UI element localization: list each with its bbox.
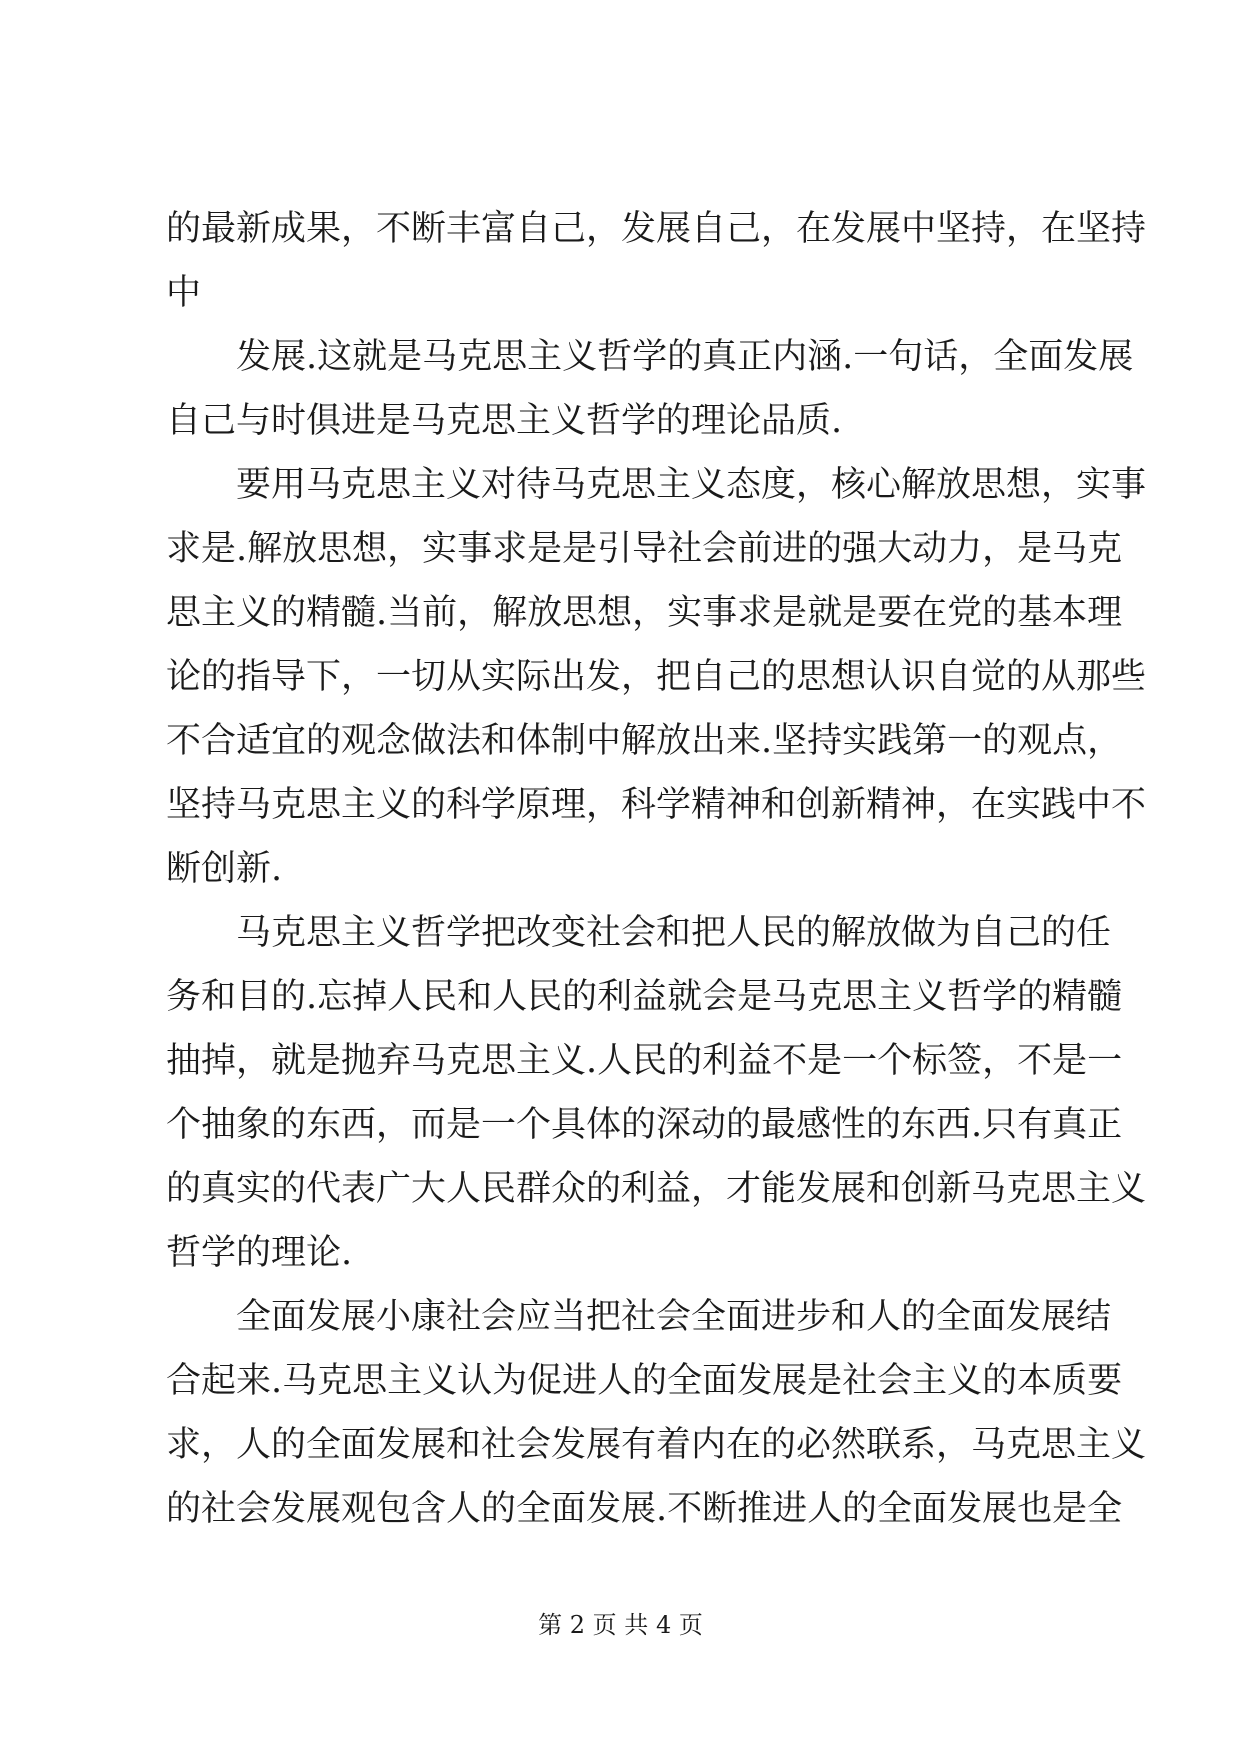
text-line: 务和目的.忘掉人民和人民的利益就会是马克思主义哲学的精髓 (166, 977, 1123, 1017)
text-line: 要用马克思主义对待马克思主义态度，核心解放思想，实事 (236, 465, 1147, 505)
text-line: 不合适宜的观念做法和体制中解放出来.坚持实践第一的观点， (166, 721, 1123, 761)
text-line: 自己与时俱进是马克思主义哲学的理论品质. (166, 401, 843, 441)
text-line: 全面发展小康社会应当把社会全面进步和人的全面发展结 (236, 1297, 1112, 1337)
text-line: 断创新. (166, 849, 283, 889)
text-line: 抽掉，就是抛弃马克思主义.人民的利益不是一个标签，不是一 (166, 1041, 1123, 1081)
text-line: 的社会发展观包含人的全面发展.不断推进人的全面发展也是全 (166, 1489, 1123, 1529)
text-line: 求，人的全面发展和社会发展有着内在的必然联系，马克思主义 (166, 1425, 1147, 1465)
text-line: 的最新成果，不断丰富自己，发展自己，在发展中坚持，在坚持 (166, 209, 1147, 249)
text-line: 中 (166, 273, 202, 313)
text-line: 合起来.马克思主义认为促进人的全面发展是社会主义的本质要 (166, 1361, 1123, 1401)
text-line: 论的指导下，一切从实际出发，把自己的思想认识自觉的从那些 (166, 657, 1147, 697)
body-text (166, 197, 1147, 1541)
text-line: 发展.这就是马克思主义哲学的真正内涵.一句话，全面发展 (236, 337, 1134, 377)
text-line: 马克思主义哲学把改变社会和把人民的解放做为自己的任 (236, 913, 1112, 953)
text-line: 哲学的理论. (166, 1233, 353, 1273)
text-line: 个抽象的东西，而是一个具体的深动的最感性的东西.只有真正 (166, 1105, 1123, 1145)
text-line: 思主义的精髓.当前，解放思想，实事求是就是要在党的基本理 (166, 593, 1123, 633)
text-line: 的真实的代表广大人民群众的利益，才能发展和创新马克思主义 (166, 1169, 1147, 1209)
text-line: 坚持马克思主义的科学原理，科学精神和创新精神，在实践中不 (166, 785, 1147, 825)
page-footer: 第 2 页 共 4 页 (538, 1611, 703, 1639)
text-line: 求是.解放思想，实事求是是引导社会前进的强大动力，是马克 (166, 529, 1123, 569)
